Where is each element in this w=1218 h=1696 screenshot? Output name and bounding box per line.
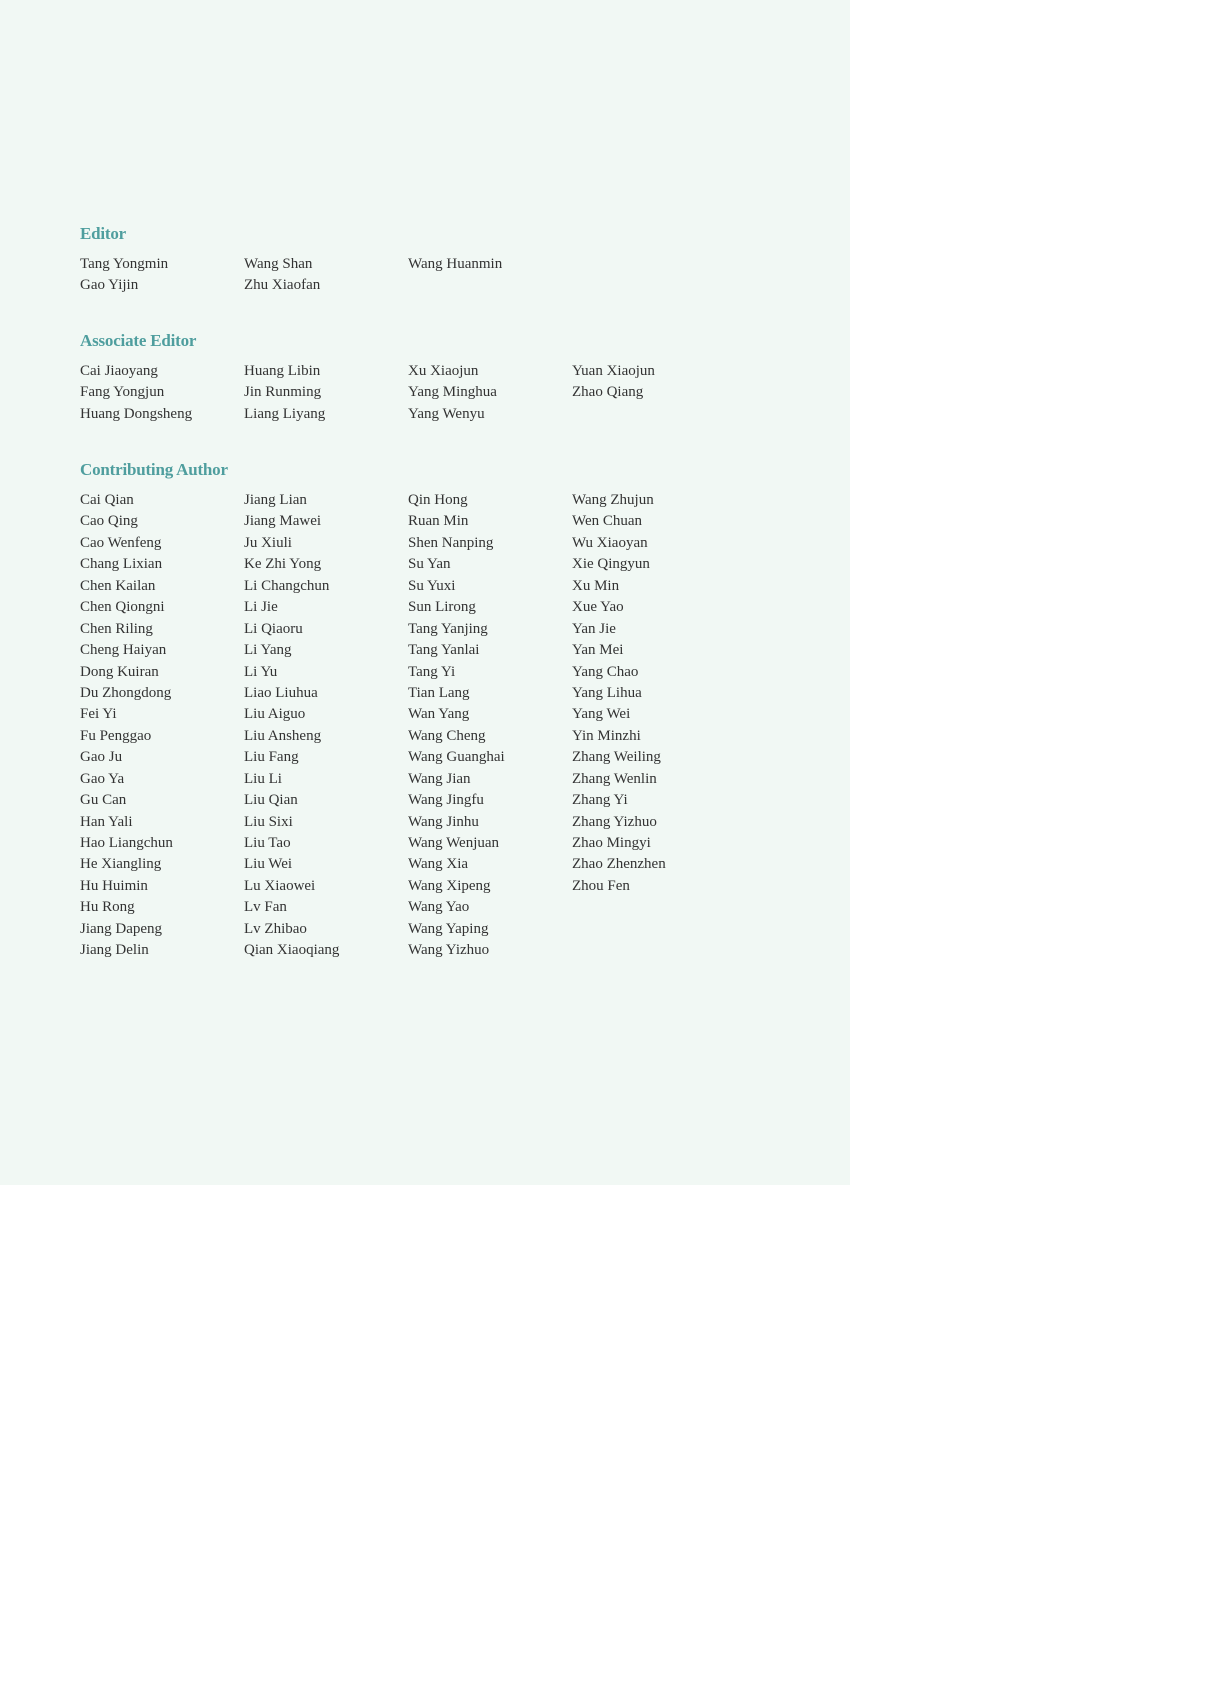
name-entry: Liu Sixi — [244, 813, 293, 830]
name-entry: Liu Qian — [244, 792, 298, 809]
name-entry: Zhou Fen — [572, 877, 630, 894]
name-entry: Han Yali — [80, 813, 133, 830]
name-entry: Hao Liangchun — [80, 835, 173, 851]
editor-names — [80, 254, 800, 297]
name-entry: Yuan Xiaojun — [572, 363, 655, 379]
name-entry: Yang Chao — [572, 663, 639, 680]
name-entry: Cao Wenfeng — [80, 534, 162, 551]
name-entry: Wang Xipeng — [408, 877, 491, 894]
name-entry: Wang Huanmin — [408, 256, 503, 272]
associate-editor-names — [80, 361, 800, 425]
name-entry: Li Jie — [244, 599, 278, 616]
name-entry: Li Changchun — [244, 577, 330, 594]
name-entry: Tang Yongmin — [80, 256, 169, 272]
name-entry: Cheng Haiyan — [80, 642, 167, 659]
name-entry: Cai Jiaoyang — [80, 363, 158, 379]
name-entry: He Xiangling — [80, 856, 162, 873]
name-entry: Liu Li — [244, 770, 282, 787]
name-entry: Liu Wei — [244, 856, 293, 873]
name-entry: Wang Zhujun — [572, 492, 654, 508]
name-entry: Wu Xiaoyan — [572, 534, 648, 551]
name-entry: Li Yu — [244, 663, 278, 680]
name-entry: Tian Lang — [408, 684, 470, 701]
name-entry: Yang Wenyu — [408, 405, 485, 422]
name-entry: Qin Hong — [408, 492, 468, 508]
name-entry: Wang Xia — [408, 856, 469, 873]
name-entry: Zhao Qiang — [572, 384, 644, 401]
name-entry: Jiang Delin — [80, 942, 149, 959]
name-entry: Gao Ya — [80, 770, 125, 787]
contributing-author-section — [80, 460, 800, 962]
name-entry: Wang Cheng — [408, 727, 486, 744]
name-entry: Liu Fang — [244, 749, 299, 766]
name-entry: Lv Zhibao — [244, 920, 307, 937]
name-entry: Liu Tao — [244, 835, 291, 851]
name-entry: Su Yuxi — [408, 577, 456, 594]
section-title-editor: Editor — [80, 224, 127, 243]
name-entry: Li Qiaoru — [244, 620, 303, 637]
name-entry: Chen Qiongni — [80, 599, 165, 616]
name-entry: Wang Wenjuan — [408, 835, 500, 851]
name-entry: Liao Liuhua — [244, 684, 318, 701]
name-entry: Cai Qian — [80, 492, 134, 508]
name-entry: Yang Minghua — [408, 384, 497, 401]
name-entry: Xie Qingyun — [572, 556, 650, 573]
name-entry: Zhao Zhenzhen — [572, 856, 666, 873]
name-entry: Zhang Yi — [572, 792, 628, 809]
name-entry: Tang Yanlai — [408, 642, 480, 659]
name-entry: Tang Yanjing — [408, 620, 488, 637]
name-entry: Fei Yi — [80, 706, 117, 723]
name-entry: Lu Xiaowei — [244, 877, 316, 894]
name-entry: Zhu Xiaofan — [244, 277, 321, 294]
name-entry: Gu Can — [80, 792, 127, 809]
section-title-contributing-author: Contributing Author — [80, 460, 228, 479]
name-entry: Fu Penggao — [80, 727, 152, 744]
name-entry: Wang Yao — [408, 899, 470, 916]
name-entry: Huang Dongsheng — [80, 405, 193, 422]
name-entry: Zhao Mingyi — [572, 835, 651, 851]
credits-page — [0, 0, 850, 1185]
name-entry: Ke Zhi Yong — [244, 556, 322, 573]
name-entry: Wen Chuan — [572, 513, 643, 530]
name-entry: Hu Rong — [80, 899, 135, 916]
section-title-associate-editor: Associate Editor — [80, 331, 197, 350]
name-entry: Zhang Weiling — [572, 749, 661, 766]
name-entry: Zhang Wenlin — [572, 770, 657, 787]
name-entry: Fang Yongjun — [80, 384, 165, 401]
name-entry: Wan Yang — [408, 706, 470, 723]
name-entry: Dong Kuiran — [80, 663, 159, 680]
name-entry: Jin Runming — [244, 384, 322, 401]
associate-editor-section — [80, 331, 800, 425]
name-entry: Xu Xiaojun — [408, 363, 479, 379]
name-entry: Wang Jinhu — [408, 813, 479, 830]
name-entry: Du Zhongdong — [80, 684, 172, 701]
name-entry: Wang Yaping — [408, 920, 489, 937]
name-entry: Yang Lihua — [572, 684, 642, 701]
editor-section — [80, 224, 800, 297]
name-entry: Jiang Dapeng — [80, 920, 163, 937]
name-entry: Lv Fan — [244, 899, 287, 916]
name-entry: Yan Jie — [572, 620, 616, 637]
name-entry: Zhang Yizhuo — [572, 813, 657, 830]
name-entry: Su Yan — [408, 556, 451, 573]
name-entry: Huang Libin — [244, 363, 321, 379]
name-entry: Chang Lixian — [80, 556, 163, 573]
name-entry: Xue Yao — [572, 599, 624, 616]
name-entry: Wang Guanghai — [408, 749, 505, 766]
name-entry: Gao Ju — [80, 749, 123, 766]
name-entry: Gao Yijin — [80, 277, 139, 294]
name-entry: Liu Ansheng — [244, 727, 322, 744]
name-entry: Chen Riling — [80, 620, 153, 637]
name-entry: Yin Minzhi — [572, 727, 641, 744]
name-entry: Ruan Min — [408, 513, 469, 530]
name-entry: Shen Nanping — [408, 534, 494, 551]
name-entry: Xu Min — [572, 577, 620, 594]
name-entry: Liu Aiguo — [244, 706, 306, 723]
name-entry: Wang Shan — [244, 256, 313, 272]
name-entry: Jiang Mawei — [244, 513, 322, 530]
name-entry: Sun Lirong — [408, 599, 476, 616]
name-entry: Tang Yi — [408, 663, 456, 680]
name-entry: Chen Kailan — [80, 577, 156, 594]
name-entry: Ju Xiuli — [244, 534, 292, 551]
name-entry: Wang Jian — [408, 770, 471, 787]
name-entry: Wang Jingfu — [408, 792, 484, 809]
name-entry: Cao Qing — [80, 513, 138, 530]
name-entry: Jiang Lian — [244, 492, 307, 508]
name-entry: Li Yang — [244, 642, 292, 659]
name-entry: Wang Yizhuo — [408, 942, 490, 959]
contributing-author-names — [80, 490, 800, 962]
name-entry: Hu Huimin — [80, 877, 148, 894]
name-entry: Qian Xiaoqiang — [244, 942, 340, 959]
name-entry: Liang Liyang — [244, 405, 326, 422]
name-entry: Yan Mei — [572, 642, 624, 659]
name-entry: Yang Wei — [572, 706, 631, 723]
